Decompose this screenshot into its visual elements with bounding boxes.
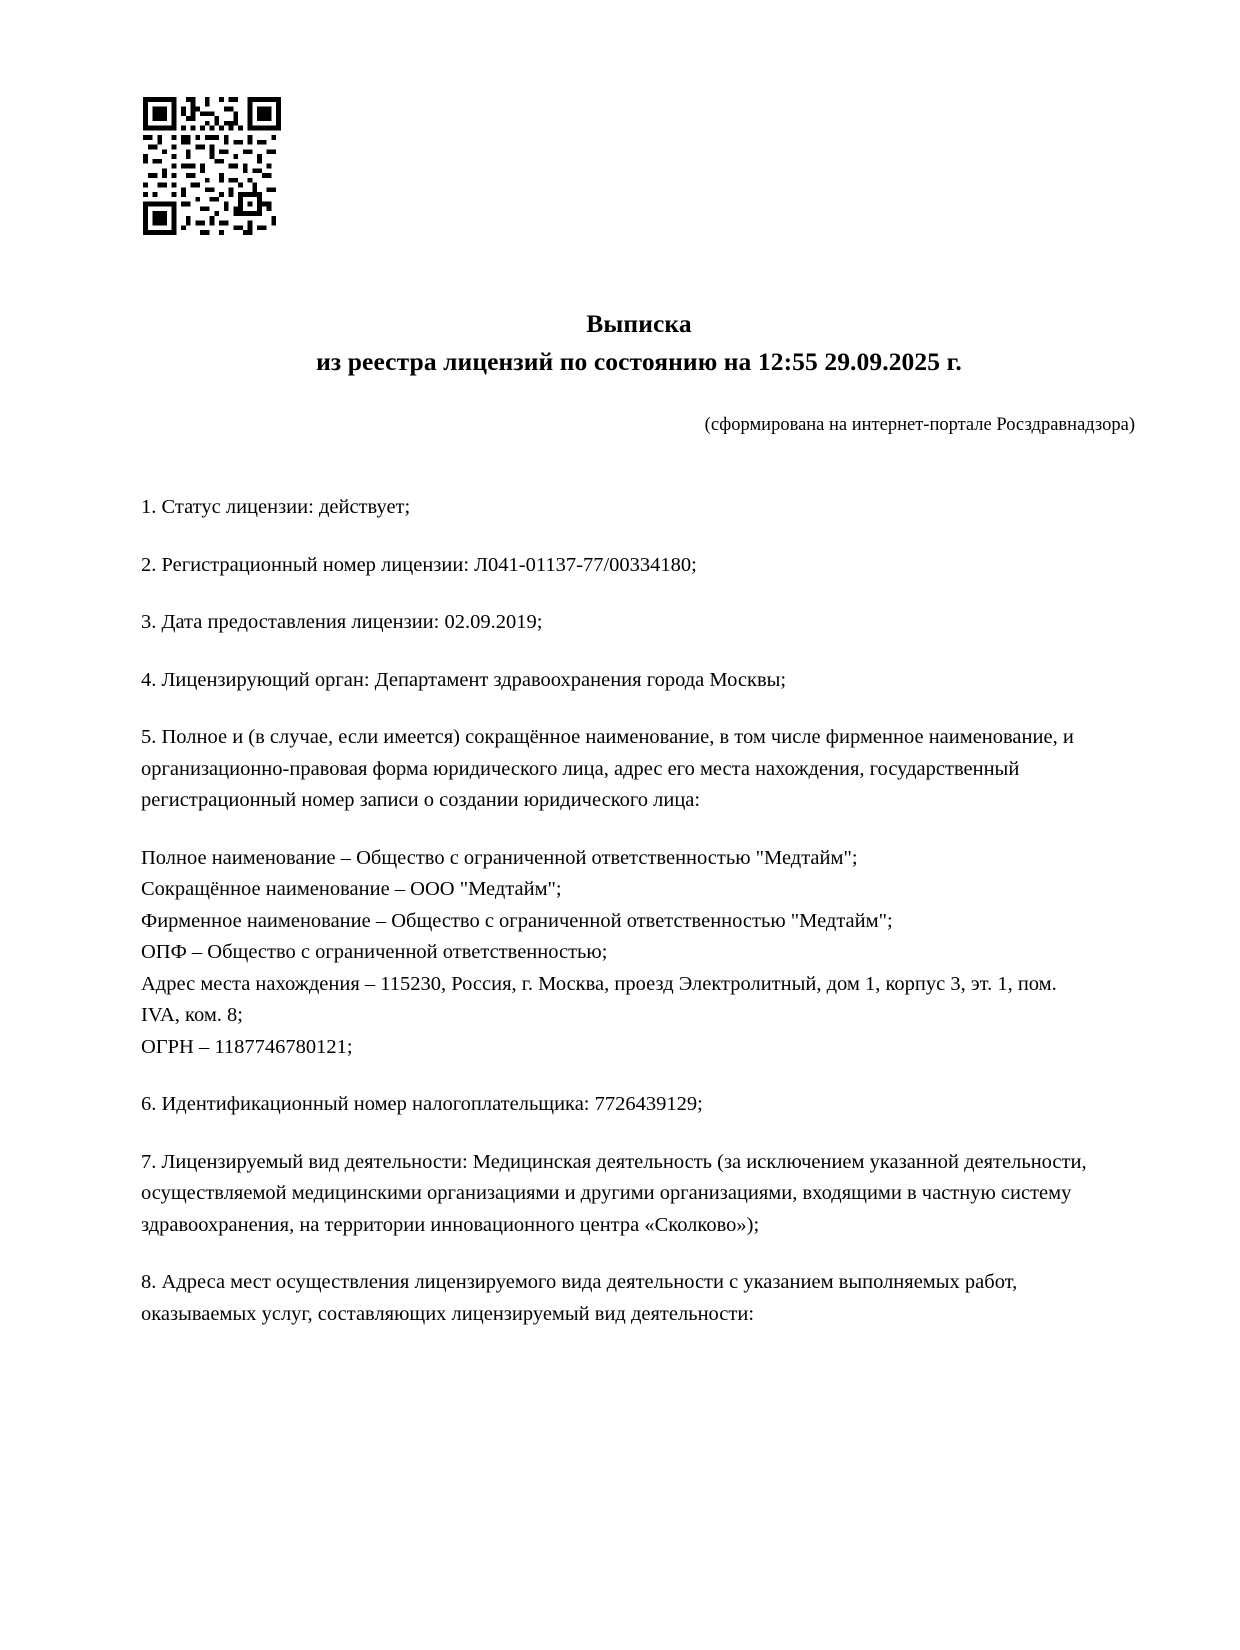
qr-code-icon [143, 97, 281, 235]
entity-ogrn: ОГРН – 1187746780121; [141, 1035, 353, 1058]
clause-2: 2. Регистрационный номер лицензии: Л041-01137-77/00334180; [141, 553, 697, 576]
entity-short-name: Сокращённое наименование – ООО "Медтайм"; [141, 878, 562, 900]
clause-7: 7. Лицензируемый вид деятельности: Медицинская деятельность (за исключением указанной деятельности, осуществляемой медицинскими организациями и другими организациями, входящими в частную систему здравоохранения, на территории инновационного центра «Сколково»); [141, 1150, 1087, 1236]
entity-full-name: Полное наименование – Общество с ограниченной ответственностью "Медтайм"; [141, 846, 858, 869]
title-line-1: Выписка [586, 309, 692, 338]
entity-address: Адрес места нахождения – 115230, Россия, г. Москва, проезд Электролитный, дом 1, корпус 3, эт. 1, пом. IVA, ком. 8; [141, 972, 1057, 1026]
entity-details [141, 843, 1093, 1064]
clause-8: 8. Адреса мест осуществления лицензируемого вида деятельности с указанием выполняемых работ, оказываемых услуг, составляющих лицензируемый вид деятельности: [141, 1271, 1018, 1325]
clause-5: 5. Полное и (в случае, если имеется) сокращённое наименование, в том числе фирменное наименование, и организационно-правовая форма юридического лица, адрес его места нахождения, государственный регистрационный номер записи о создании юридического лица: [141, 726, 1074, 811]
document-subtitle: (сформирована на интернет-портале Росздравнадзора) [704, 415, 1135, 435]
document-body [141, 492, 1093, 1330]
document-title [143, 305, 1135, 381]
clause-4: 4. Лицензирующий орган: Департамент здравоохранения города Москвы; [141, 668, 787, 691]
entity-brand-name: Фирменное наименование – Общество с ограниченной ответственностью "Медтайм"; [141, 909, 893, 932]
entity-legal-form: ОПФ – Общество с ограниченной ответственностью; [141, 941, 608, 963]
clause-3: 3. Дата предоставления лицензии: 02.09.2019; [141, 611, 543, 633]
title-line-2: из реестра лицензий по состоянию на 12:55 29.09.2025 г. [316, 347, 962, 376]
clause-6: 6. Идентификационный номер налогоплательщика: 7726439129; [141, 1093, 703, 1115]
clause-1: 1. Статус лицензии: действует; [141, 496, 411, 518]
